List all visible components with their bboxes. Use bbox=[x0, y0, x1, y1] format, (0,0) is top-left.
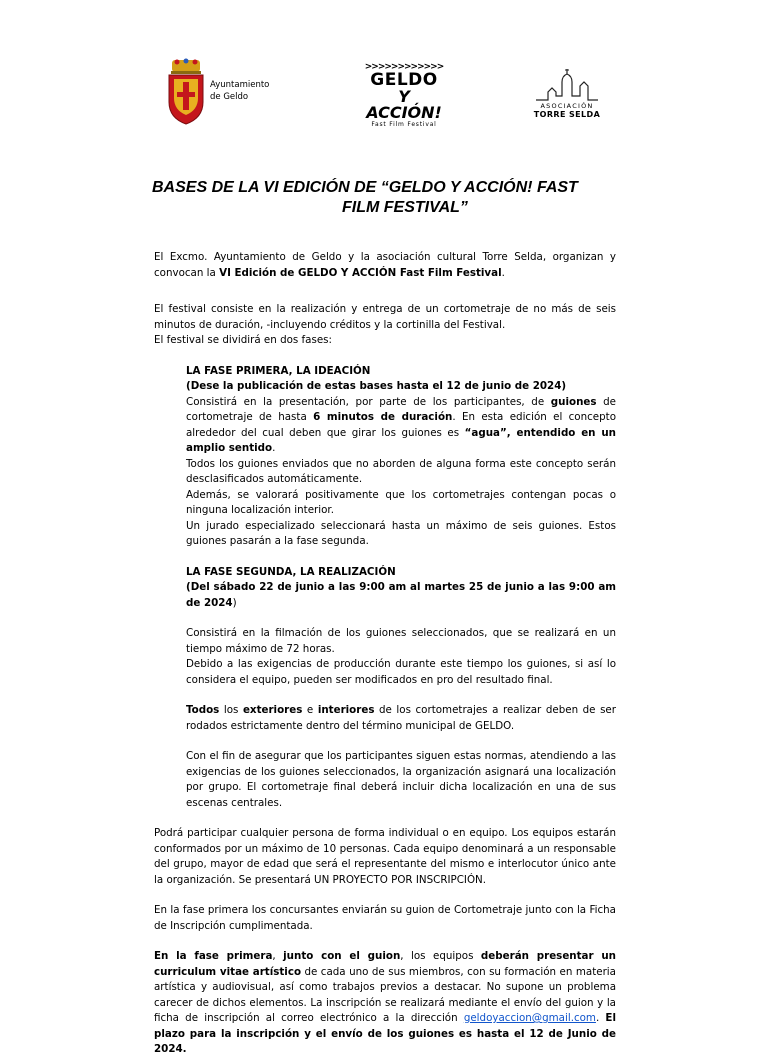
p3a: Todos bbox=[186, 704, 220, 716]
submission-paragraph: En la fase primera los concursantes enviarán su guion de Cortometraje junto con la Ficha de Inscripción cumplimentada. bbox=[154, 904, 616, 932]
p3c: exteriores bbox=[242, 704, 303, 716]
phase1-dates bbox=[186, 379, 616, 395]
document-title bbox=[152, 178, 612, 218]
p1d: 6 minutos de duración bbox=[313, 411, 453, 423]
ayuntamiento-line1: Ayuntamiento bbox=[210, 80, 270, 90]
phase2-dates-bold: (Del sábado 22 de junio a las 9:00 am al martes 25 de junio a las 9:00 am de 2024 bbox=[186, 581, 616, 609]
p1f: “agua”, entendido en un amplio sentido bbox=[186, 426, 616, 454]
cv-g: . bbox=[595, 1012, 606, 1024]
festival-logo bbox=[364, 62, 444, 128]
email-link[interactable]: geldoyaccion@gmail.com bbox=[463, 1012, 596, 1024]
p1g: . bbox=[272, 442, 276, 454]
cv-h: El plazo para la inscripción y el envío de los guiones es hasta el 12 de Junio de 2024. bbox=[154, 1012, 616, 1055]
p3e: interiores bbox=[317, 704, 375, 716]
cv-c: junto con el guion bbox=[283, 950, 401, 962]
intro-text1: El Excmo. Ayuntamiento de Geldo y la asociación cultural Torre Selda, organizan y convocan la bbox=[154, 251, 616, 279]
p1b: guiones bbox=[550, 395, 597, 408]
festival-logo-line3: Fast Film Festival bbox=[371, 121, 437, 128]
phase2-paragraph2: Debido a las exigencias de producción durante este tiempo los guiones, si así lo considera el equipo, pueden ser modificados en pro del resultado final. bbox=[186, 658, 616, 686]
cv-b: , bbox=[272, 950, 284, 962]
phase1-dates-text: (Dese la publicación de estas bases hasta el 12 de junio de 2024) bbox=[186, 380, 567, 392]
skyline-icon bbox=[534, 66, 600, 102]
phase2-paragraph3 bbox=[186, 703, 616, 734]
festival-logo-line2: Y ACCIÓN! bbox=[366, 87, 442, 122]
phase1-heading-text: LA FASE PRIMERA, LA IDEACIÓN bbox=[186, 364, 371, 377]
chevron-arrows-icon: >>>>>>>>>>>> bbox=[364, 62, 444, 72]
intro-text2: . bbox=[501, 266, 505, 279]
cv-e: deberán presentar un curriculum vitae artístico bbox=[154, 950, 617, 978]
p1a: Consistirá en la presentación, por parte de los participantes, de bbox=[186, 395, 551, 408]
participation-paragraph: Podrá participar cualquier persona de forma individual o en equipo. Los equipos estarán conformados por un máximo de 10 personas. Cada equipo denominará a un responsable del grupo, mayor de edad que será el representante del mismo e interlocutor único ante la organización. Se presentará UN PROYECTO POR INSCRIPCIÓN. bbox=[154, 827, 616, 886]
torre-logo-line1: ASOCIACIÓN bbox=[540, 102, 594, 110]
ayuntamiento-logo bbox=[166, 58, 276, 128]
festival-logo-line1: GELDO bbox=[370, 70, 438, 90]
p3d: e bbox=[302, 704, 318, 716]
p3f: de los cortometrajes a realizar deben de ser rodados estrictamente dentro del término municipal de GELDO. bbox=[186, 704, 617, 732]
cv-d: , los equipos bbox=[400, 950, 481, 962]
ayuntamiento-line2: de Geldo bbox=[210, 92, 249, 102]
phase2-heading-text: LA FASE SEGUNDA, LA REALIZACIÓN bbox=[186, 565, 396, 578]
phases-intro: El festival se dividirá en dos fases: bbox=[154, 334, 333, 346]
phase2-paragraph1: Consistirá en la filmación de los guiones seleccionados, que se realizará en un tiempo máximo de 72 horas. bbox=[186, 627, 616, 655]
intro-paragraph bbox=[154, 250, 616, 281]
torre-selda-logo bbox=[528, 66, 606, 126]
cv-a: En la fase primera bbox=[154, 950, 273, 962]
p1c: de cortometraje de hasta bbox=[186, 395, 616, 423]
phase2-dates bbox=[186, 580, 616, 611]
cv-f: de cada uno de sus miembros, con su formación en materia artística y audiovisual, así como trabajos previos a destacar. No supone un problema carecer de dichos elementos. La inscripción se realizará mediante el envío del guion y la ficha de inscripción al correo electrónico a la dirección bbox=[154, 965, 616, 1024]
phase2-dates-end: ) bbox=[232, 596, 237, 609]
p3b: los bbox=[219, 704, 243, 716]
coat-of-arms-icon bbox=[166, 58, 206, 126]
title-line1: BASES DE LA VI EDICIÓN DE “GELDO Y ACCIÓN! FAST bbox=[152, 179, 578, 196]
phase1-paragraph2: Todos los guiones enviados que no aborden de alguna forma este concepto serán desclasificados automáticamente. bbox=[186, 457, 616, 485]
phase1-heading bbox=[186, 364, 616, 380]
cv-paragraph bbox=[154, 949, 616, 1058]
phase2-heading bbox=[186, 565, 616, 581]
title-line2: FILM FESTIVAL” bbox=[342, 199, 468, 216]
festival-description: El festival consiste en la realización y entrega de un cortometraje de no más de seis minutos de duración, -incluyendo créditos y la cortinilla del Festival. bbox=[154, 303, 616, 331]
phase1-paragraph4: Un jurado especializado seleccionará hasta un máximo de seis guiones. Estos guiones pasarán a la fase segunda. bbox=[186, 519, 616, 547]
intro-edition: VI Edición de GELDO Y ACCIÓN Fast Film Festival bbox=[219, 266, 502, 279]
p1e: . En esta edición el concepto alrededor del cual deben que girar los guiones es bbox=[186, 411, 616, 439]
phase1-paragraph1 bbox=[186, 395, 616, 457]
phase2-paragraph4: Con el fin de asegurar que los participantes siguen estas normas, atendiendo a las exigencias de los guiones seleccionados, la organización asignará una localización por grupo. El cortometraje final deberá incluir dicha localización en una de sus escenas centrales. bbox=[186, 750, 616, 809]
phase1-paragraph3: Además, se valorará positivamente que los cortometrajes contengan pocas o ninguna localización interior. bbox=[186, 488, 616, 516]
document-body bbox=[154, 250, 616, 1058]
torre-logo-line2: TORRE SELDA bbox=[533, 110, 601, 119]
